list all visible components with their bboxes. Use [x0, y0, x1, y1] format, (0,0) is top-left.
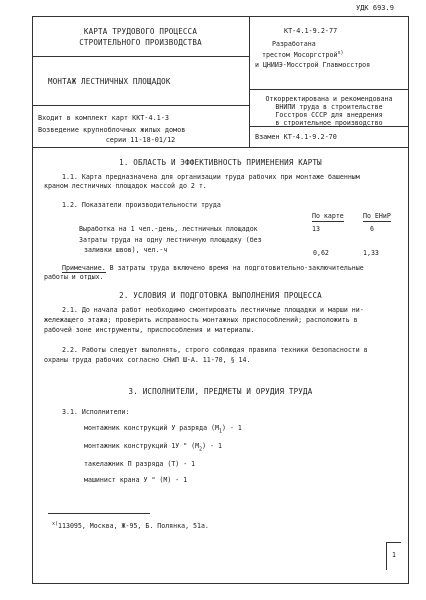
para-2-2-line-1: 2.2. Работы следует выполнять, строго соблюдая правила техники безопасности в [62, 346, 368, 354]
para-2-1-line-2: жележащего этажа; проверить исправность монтажных приспособлений; расположить в [44, 316, 358, 324]
row-2-enir-value: 1,33 [363, 249, 379, 257]
section-2-title: 2. УСЛОВИЯ И ПОДГОТОВКА ВЫПОЛНЕНИЯ ПРОЦЕССА [119, 291, 322, 300]
header-divider-vertical [249, 16, 250, 147]
worker-3: такелажник П разряда (Т) - 1 [84, 460, 196, 468]
worker-2: монтажник конструкций 1У " $(М_2) - 1$ [84, 442, 222, 453]
para-3-1: 3.1. Исполнители: [62, 408, 130, 416]
page-number-box [386, 542, 401, 570]
approval-line-3: Госстроя СССР для внедрения [275, 111, 383, 119]
card-code: КТ-4.1-9.2-77 [284, 27, 338, 35]
footnote [52, 519, 209, 531]
developer-line-2: трестом Мосоргстрой$^{x)}$ [262, 50, 344, 60]
para-2-2-line-2: охраны труда рабочих согласно СНиП Ш-А. 11-70, § 14. [44, 356, 251, 364]
footnote-text: 113095, Москва, Ж-95, Б. Полянка, 51а. [58, 522, 209, 531]
erection-line-2: серии 11-18-01/12 [105, 136, 176, 144]
para-1-1-line-1: 1.1. Карта предназначена для организации труда рабочих при монтаже башенным [62, 173, 360, 181]
para-1-2: 1.2. Показатели производительности труда [62, 201, 221, 209]
column-header-card: По карте [312, 212, 344, 220]
approval-line-2: ВНИПИ труда в строительстве [275, 103, 383, 111]
note-line-2: работы и отдых. [44, 273, 104, 281]
row-2-label-line-2: заливки швов), чел.-ч [84, 246, 168, 254]
worker-4: машинист крана У " (М) - 1 [84, 476, 188, 484]
developer-footnote-mark: x) [337, 50, 344, 56]
header-divider-3 [249, 89, 409, 90]
developer-line-3: и ЦНИИЭ-Моcстрой Главмосстроя [255, 61, 371, 69]
para-2-1-line-3: рабочей зоне инструменты, приспособления и материалы. [44, 326, 255, 334]
section-1-title: 1. ОБЛАСТЬ И ЭФФЕКТИВНОСТЬ ПРИМЕНЕНИЯ КАРТЫ [119, 158, 322, 167]
row-1-label: Выработка на 1 чел.-день, лестничных площадок [79, 225, 258, 233]
card-title-line-1: КАРТА ТРУДОВОГО ПРОЦЕССА [83, 27, 198, 36]
header-divider-1 [32, 56, 249, 57]
row-1-card-value: 13 [312, 225, 320, 233]
card-subject: МОНТАЖ ЛЕСТНИЧНЫХ ПЛОЩАДОК [48, 77, 171, 86]
card-title-line-2: СТРОИТЕЛЬНОГО ПРОИЗВОДСТВА [79, 38, 202, 47]
row-1-enir-value: 6 [370, 225, 374, 233]
row-2-label-line-1: Затраты труда на одну лестничную площадку (без [79, 236, 262, 244]
footnote-mark: x) [52, 521, 59, 527]
column-header-enir: По ЕНиР [363, 212, 391, 220]
header-bottom-line [32, 147, 409, 148]
note-line-1: Примечание. В затраты труда включено время на подготовительно-заключительные [62, 264, 364, 272]
header-divider-2 [32, 105, 249, 106]
erection-line-1: Возведение крупноблочных жилых домов [38, 126, 186, 134]
note-label: Примечание. [62, 264, 106, 272]
worker-1: монтажник конструкций У разряда $(М_1) - 1$ [84, 424, 242, 435]
approval-line-1: Откорректирована и рекомендована [265, 95, 393, 103]
developer-line-1: Разработана [272, 40, 316, 48]
para-1-1-line-2: краном лестничных площадок массой до 2 т. [44, 182, 207, 190]
section-3-title: 3. ИСПОЛНИТЕЛИ, ПРЕДМЕТЫ И ОРУДИЯ ТРУДА [128, 387, 313, 396]
footnote-rule [48, 513, 150, 514]
udk-code: УДК 693.9 [356, 4, 394, 12]
approval-line-4: в строительное производство [275, 119, 383, 127]
replaces-card: Взамен КТ-4.1-9.2-70 [255, 133, 337, 141]
page-number: 1 [392, 551, 396, 559]
para-2-1-line-1: 2.1. До начала работ необходимо смонтировать лестничные площадки и марши ни- [62, 306, 364, 314]
kit-info: Входит в комплект карт ККТ-4.1-3 [38, 114, 169, 122]
row-2-card-value: 0,62 [313, 249, 329, 257]
